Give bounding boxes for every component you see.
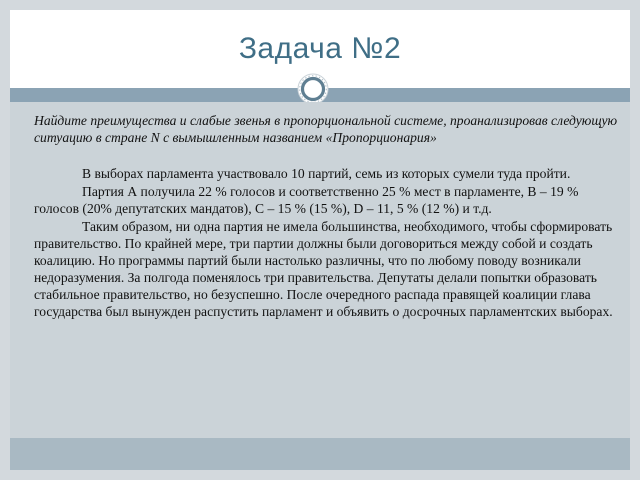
paragraph-1: В выборах парламента участвовало 10 партий, семь из которых сумели туда пройти. [82,166,571,181]
ring-ornament-icon [296,72,330,106]
paragraph-2: Партия А получила 22 % голосов и соответственно 25 % мест в парламенте, В – 19 % голосов (20% депутатских мандатов), С – 15 % (15 %), D – 11, 5 % (12 %) и т.д. [34,184,579,216]
paragraph-3: Таким образом, ни одна партия не имела большинства, необходимого, чтобы сформировать правительство. По крайней мере, три партии должны были договориться между собой и создать коалицию. Но программы партий были настолько различны, что по любому поводу возникали недоразумения. За полгода поменялось три правительства. Депутаты делали попытки образовать стабильное правительство, но безуспешно. После очередного распада правящей коалиции глава государства был вынужден распустить парламент и объявить о досрочных парламентских выборах. [34,219,613,319]
slide-title: Задача №2 [238,32,402,65]
slide-body [34,112,620,321]
bottom-band [10,438,630,470]
task-instruction: Найдите преимущества и слабые звенья в пропорциональной системе, проанализировав следующую ситуацию в стране N с вымышленным названием «Пропорционария» [34,113,618,145]
